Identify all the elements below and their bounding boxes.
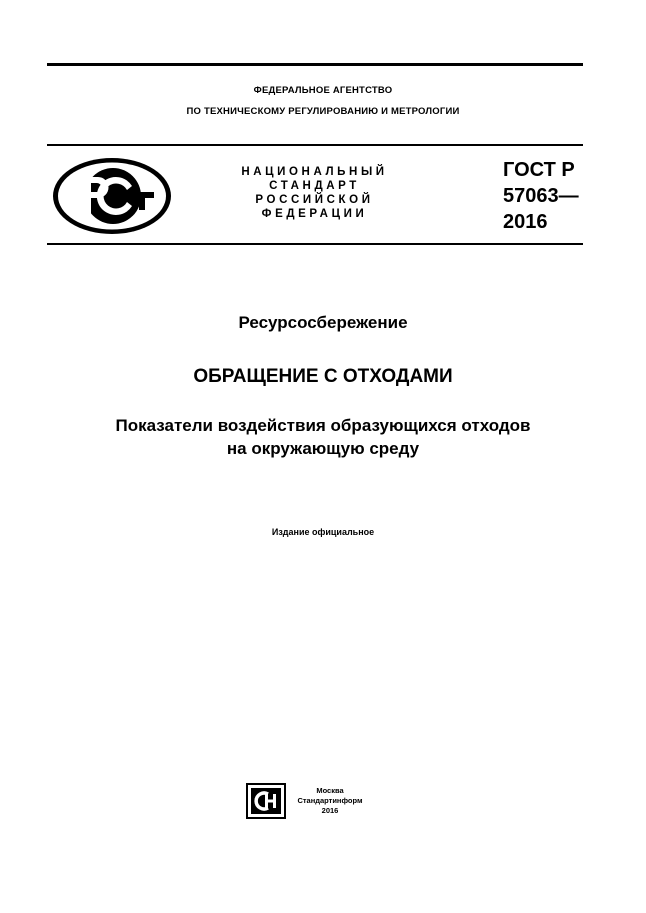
publisher-year: 2016 bbox=[321, 806, 339, 815]
publisher-city: Москва bbox=[316, 786, 344, 795]
agency-line-1: ФЕДЕРАЛЬНОЕ АГЕНТСТВО bbox=[253, 85, 393, 96]
edition-label: Издание официальное bbox=[271, 527, 375, 537]
national-standard-line-1: НАЦИОНАЛЬНЫЙ bbox=[241, 166, 388, 178]
subtitle-line-2: на окружающую среду bbox=[226, 439, 420, 458]
standard-code bbox=[503, 157, 579, 235]
agency-line-2: ПО ТЕХНИЧЕСКОМУ РЕГУЛИРОВАНИЮ И МЕТРОЛОГИИ bbox=[186, 106, 460, 117]
main-title: ОБРАЩЕНИЕ С ОТХОДАМИ bbox=[193, 366, 453, 387]
standard-code-line-3: 2016 bbox=[503, 211, 548, 233]
top-rule bbox=[47, 63, 583, 66]
standard-code-line-2: 57063— bbox=[503, 185, 579, 207]
gost-r-logo-icon bbox=[51, 156, 173, 236]
standard-block-top-rule bbox=[47, 144, 583, 146]
topic-title: Ресурсосбережение bbox=[238, 313, 408, 332]
national-standard-line-3: РОССИЙСКОЙ bbox=[255, 194, 374, 206]
national-standard-line-4: ФЕДЕРАЦИИ bbox=[261, 208, 368, 220]
national-standard-line-2: СТАНДАРТ bbox=[269, 180, 360, 192]
national-standard-label bbox=[222, 165, 407, 221]
standartinform-logo-icon bbox=[246, 783, 286, 819]
standard-block-bottom-rule bbox=[47, 243, 583, 245]
standard-code-line-1: ГОСТ Р bbox=[503, 159, 575, 181]
subtitle-line-1: Показатели воздействия образующихся отходов bbox=[115, 416, 531, 435]
publisher-block bbox=[282, 786, 378, 816]
publisher-name: Стандартинформ bbox=[297, 796, 363, 805]
